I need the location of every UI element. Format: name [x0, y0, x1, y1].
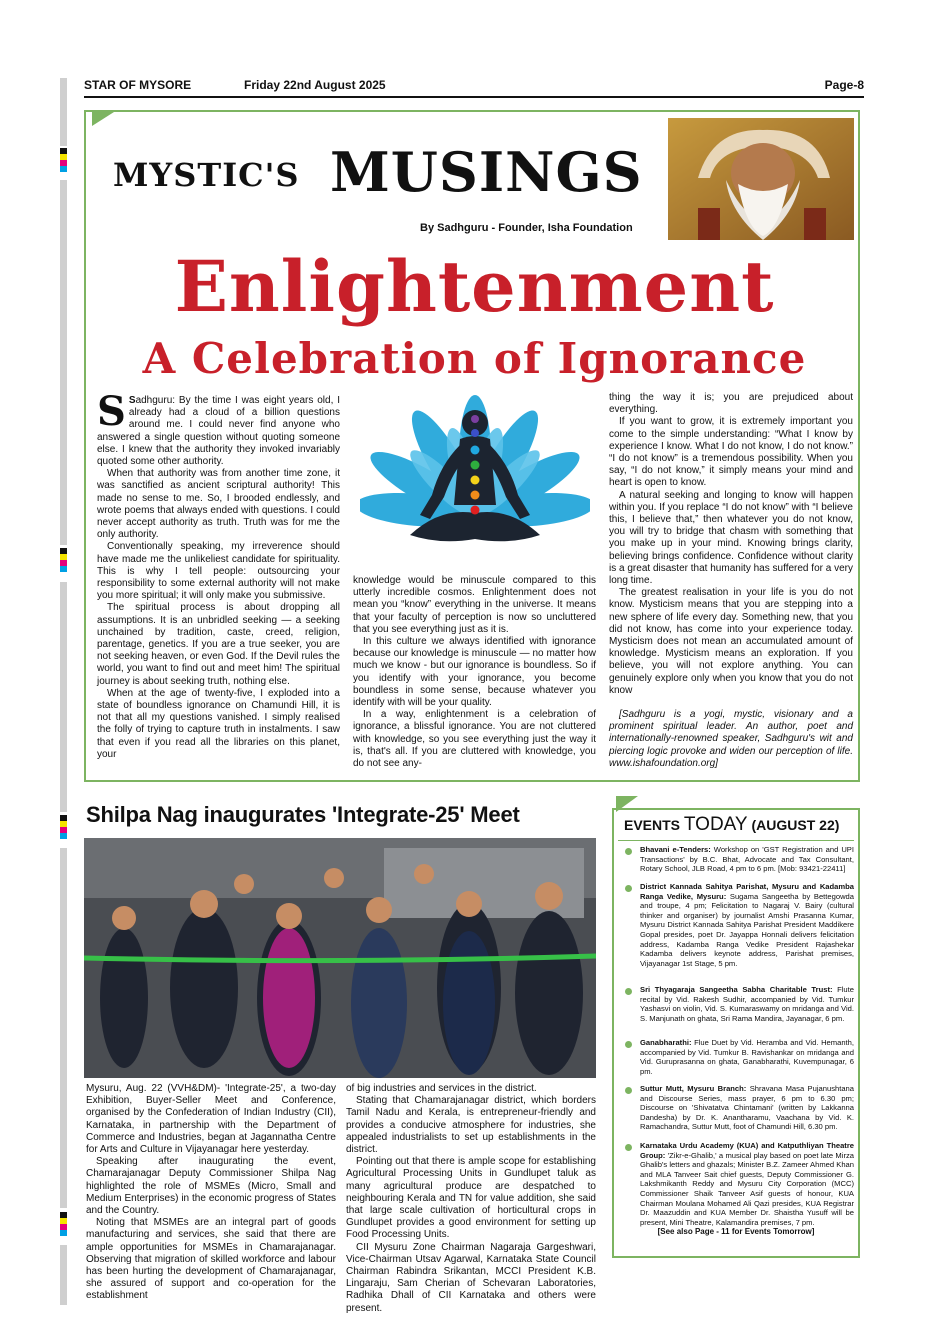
- event-item: [640, 1141, 854, 1227]
- color-registration-mark: [60, 815, 67, 839]
- event-details: Flute recital by Vid. Rakesh Sudhir, accompanied by Vid. Tumkur Yashasvi on violin, Vid. S. Kumaraswamy on mridanga and Vid. S. Manjunath on ghata, Sri Rama Mandira, Jayanagar, 6 pm.: [640, 985, 854, 1023]
- event-item: [640, 845, 854, 874]
- paragraph: When at the age of twenty-five, I exploded into a state of boundless ignorance on Chamundi Hill, it is not that all my questions vanished. I simply realised the folly of trying to capture truth in instalments. I saw that even if you read all the libraries on this planet, your: [97, 687, 340, 760]
- paragraph: In this culture we always identified with ignorance because our knowledge is minuscule — no matter how much we know - but our ignorance is boundless. So if you identify with your ignorance, you become boundless in some sense, because whatever you identify with will be your quality.: [353, 636, 596, 709]
- header-rule: [84, 96, 864, 98]
- event-details: Sugama Sangeetha by Bettegowda and troupe, 4 pm; Felicitation to Nagaraj V. Bairy (cultural thinker and organiser) by journalist Amshi Prasanna Kumar, Mysuru District Kannada Sahitya Parishat President Maddikere Gopal presides, poet Dr. Jayappa Honnali delivers felicitation address, Kadamba Ranga Vedike President Rajashekar Kadamba delivers keynote address, Parishat premises, Vijayanagar 1st Stage, 5 pm.: [640, 891, 855, 968]
- page-number: Page-8: [824, 78, 864, 92]
- events-title: [624, 814, 839, 836]
- drop-cap: S: [97, 388, 126, 435]
- margin-strip-bottom: [60, 1245, 67, 1305]
- events-title-label: EVENTS: [624, 817, 681, 833]
- paragraph: Pointing out that there is ample scope for establishing Agricultural Processing Units in Gundlupet taluk as many agricultural produce are despatched to neighbouring Kerala and TN for value addition, she said that large scale cultivation of horticultural crops in Gundlupet provides a good environment for setting up Food Processing Units.: [346, 1156, 596, 1241]
- paragraph: adhguru: By the time I was eight years old, I already had a cloud of a billion questions around me. I could never find anyone who answered a single question without quoting someone else. I knew that the authority they invoked invariably quoted some other authority.: [97, 395, 340, 468]
- event-name: Ganabharathi:: [640, 1038, 692, 1047]
- musings-column-3: [609, 392, 853, 770]
- event-details: 'Zikr-e-Ghalib,' a musical play based on poet late Mirza Ghalib's letters and ghazals; Minister B.Z. Zameer Ahmed Khan and MLA Tanveer Sait chief guests, Deputy Commissioner G. Lakshmikanth Reddy and Mysuru City Corporation (MCC) Commissioner Shaik Tanveer Asif guests of honour, KUA Chairman Moulana Mohamed Ali Qazi presides, KUA Registrar Dr. Maazuddin and KUA Member Dr. Shaistha Yusuff will be present, Mini Theatre, Kalamandira premises, 7 pm.: [640, 1150, 854, 1227]
- event-bullet-icon: [625, 1144, 632, 1151]
- musings-column-1: S Sadhguru: By the time I was eight years old, I already had a cloud of a billion questions around me. I could never find anyone who answered a single question without quoting someone else. I knew that the authority they invoked invariably quoted some other authority. When that authority was from another time zone, it was sanctified as ancient scriptural authority! This made no sense to me. So, I brooded endlessly, and wrote poems that always ended with questions. I could never accept authority as truth. Truth was for me the only authority. Conventionally speaking, my irreverence should have made me the unlikeliest candidate for spirituality. This is why I tell people: outsourcing your responsibility to some external authority will not make you more spiritual; it will only make you submissive. The spiritual process is about dropping all assumptions. It is an unbridled seeking — a seeking unchained by tradition, caste, creed, religion, parentage, genetics. If you are a true seeker, you are not seeking heaven, or even God. If the Devil rules the world, you want to find out and meet him! The spiritual journey is about seeking truth, nothing else. When at the age of twenty-five, I exploded into a state of boundless ignorance on Chamundi Hill, it is not that all my questions vanished. I simply realised the folly of trying to capture truth in instalments. I saw that even if you read all the libraries on this planet, your: [97, 388, 340, 760]
- paragraph: A natural seeking and longing to know will happen within you. If you replace “I do not know” with “I believe this, I believe that,” then whatever you do not know, you will try to bridge that chasm with something that you make up in your mind. Knowing brings clarity, believing brings confidence. Confidence without clarity is a great disaster that humanity has suffered for a very long time.: [609, 489, 853, 587]
- issue-date: Friday 22nd August 2025: [244, 78, 386, 92]
- color-registration-mark: [60, 548, 67, 572]
- musings-column-2: [353, 575, 596, 770]
- event-name: District Kannada Sahitya Parishat, Mysuru and Kadamba Ranga Vedike, Mysuru:: [640, 882, 854, 901]
- paragraph: When that authority was from another time zone, it was sanctified as ancient scriptural authority! This made no sense to me. So, I brooded endlessly, and wrote poems that always ended with questions. I could never accept authority as truth. Truth was for me the only authority.: [97, 468, 340, 541]
- paragraph: thing the way it is; you are prejudiced about everything.: [609, 392, 853, 416]
- event-item: [640, 1084, 854, 1132]
- margin-strip: [60, 848, 67, 1208]
- article-subtitle: A Celebration of Ignorance: [142, 334, 807, 383]
- paragraph: Mysuru, Aug. 22 (VVH&DM)- 'Integrate-25', a two-day Exhibition, Buyer-Seller Meet and Conference, organised by the Confederation of Indian Industry (CII), Karnataka, in partnership with the Department of Commerce and Industries, began at Jagannatha Centre for Arts and Culture in Vijayanagar here yesterday.: [86, 1083, 336, 1156]
- event-bullet-icon: [625, 1041, 632, 1048]
- corner-arrow-icon: [92, 112, 114, 126]
- see-also-note: [See also Page - 11 for Events Tomorrow]: [657, 1227, 815, 1236]
- paragraph: of big industries and services in the district.: [346, 1083, 537, 1094]
- event-name: Karnataka Urdu Academy (KUA) and Katputhliyan Theatre Group:: [640, 1141, 854, 1160]
- paragraph: knowledge would be minuscule compared to this utterly incredible cosmos. Enlightenment does not mean you “know” everything in the universe. It means that your faculty of perception is now so uncluttered that you see everything just as it is.: [353, 575, 596, 635]
- margin-strip: [60, 582, 67, 812]
- author-bio: [Sadhguru is a yogi, mystic, visionary and a prominent spiritual leader. An author, poet and internationally-renowned speaker, Sadhguru's wit and piercing logic provoke and widen our perception of life. www.ishafoundation.org]: [609, 709, 853, 769]
- column-byline: By Sadhguru - Founder, Isha Foundation: [420, 222, 633, 234]
- paragraph: The greatest realisation in your life is you do not know. Mysticism means that you are stepping into a new sphere of life every day. Something new, that you did not know, has come into your experience today. Mysticism does not mean an accumulated amount of knowledge. Mysticism means an exploration. If you believe, you will not explore anything. You can genuinely explore only when you know that you do not know: [609, 587, 853, 696]
- event-bullet-icon: [625, 988, 632, 995]
- margin-strip: [60, 180, 67, 545]
- sadhguru-portrait: [668, 118, 854, 240]
- paragraph: Stating that Chamarajanagar district, which borders Tamil Nadu and Kerala, is entrepreneur-friendly and provides a conducive atmosphere for industries, she appealed industrialists to set up establishments in the district.: [346, 1095, 596, 1156]
- paragraph: Speaking after inaugurating the event, Chamarajanagar Deputy Commissioner Shilpa Nag highlighted the role of MSMEs (Micro, Small and Medium Enterprises) in the economic progress of States and the Country.: [86, 1156, 336, 1217]
- event-name: Suttur Mutt, Mysuru Branch:: [640, 1084, 747, 1093]
- paragraph: CII Mysuru Zone Chairman Nagaraja Gargeshwari, Vice-Chairman Utsav Agarwal, Karnataka State Council Chairman Rabindra Srikantan, MCCI President K.B. Lingaraju, Sam Cherian of Schevaran Laboratories, Radhika Dhall of CII Karnataka and others were present.: [346, 1241, 596, 1314]
- paragraph: In a way, enlightenment is a celebration of ignorance, a blissful ignorance. You are not cluttered with knowledge, so you see everything just the way it is, that's all. If you are cluttered with knowledge, you do not see any-: [353, 709, 596, 770]
- ribbon-cutting-photo: [84, 838, 596, 1078]
- event-item: [640, 882, 854, 968]
- paper-name: STAR OF MYSORE: [84, 78, 192, 92]
- color-registration-mark: [60, 1212, 67, 1236]
- corner-arrow-icon: [616, 796, 638, 812]
- event-bullet-icon: [625, 1087, 632, 1094]
- event-item: [640, 985, 854, 1023]
- paragraph: The spiritual process is about dropping all assumptions. It is an unbridled seeking — a seeking unchained by tradition, caste, creed, religion, parentage, genetics. If you are a true seeker, you are not seeking heaven, or even God. If the Devil rules the world, you want to find out and meet him! The spiritual journey is about seeking truth, nothing else.: [97, 602, 340, 687]
- page-header: [84, 78, 864, 94]
- event-item: [640, 1038, 854, 1076]
- news-column-2: [346, 1083, 596, 1315]
- events-title-date: (AUGUST 22): [751, 817, 840, 833]
- news-column-1: [86, 1083, 336, 1303]
- paragraph: Noting that MSMEs are an integral part of goods manufacturing and services, she said that there are ample opportunities for MSMEs in Chamarajanagar. Observing that migration of skilled workforce and labour has been hurting the development of Chamarajanagar, she assured of support and co-operation for the establishment: [86, 1217, 336, 1302]
- column-kicker-small: MYSTIC'S: [113, 156, 300, 194]
- news-headline: Shilpa Nag inaugurates 'Integrate-25' Meet: [86, 802, 520, 827]
- article-title: Enlightenment: [174, 245, 775, 328]
- event-bullet-icon: [625, 885, 632, 892]
- color-registration-mark: [60, 148, 67, 172]
- meditation-chakra-illustration: [360, 395, 590, 570]
- events-divider: [618, 840, 854, 841]
- event-name: Bhavani e-Tenders:: [640, 845, 711, 854]
- event-bullet-icon: [625, 848, 632, 855]
- event-name: Sri Thyagaraja Sangeetha Sabha Charitable Trust:: [640, 985, 833, 994]
- events-title-today: TODAY: [683, 814, 748, 835]
- margin-strip-top: [60, 78, 67, 146]
- event-details: Flue Duet by Vid. Heramba and Vid. Hemanth, accompanied by Vid. Tumkur B. Ravishankar on mridanga and Vid. Guruprasanna on ghata, Ganabharathi, Kuvempunagar, 6 pm.: [640, 1038, 854, 1076]
- paragraph: If you want to grow, it is extremely important you come to the simple understanding: “What I know by experience I know. What I do not know, I do not know.” “I do not know” is a tremendous possibility. When you say, “I do not know,” it simply means your mind and heart is open to know.: [609, 416, 853, 489]
- paragraph: Conventionally speaking, my irreverence should have made me the unlikeliest candidate for spirituality. This is why I tell people: outsourcing your responsibility to some external authority will not make you more spiritual; it will only make you submissive.: [97, 541, 340, 602]
- event-details: Workshop on 'GST Registration and UPI Transactions' by B.C. Bhat, Advocate and Tax Consultant, Rotary School, JLB Road, 4 pm to 6 pm. [Mob: 93421-22411]: [640, 845, 854, 874]
- column-kicker-big: MUSINGS: [330, 140, 643, 204]
- event-details: Shravana Masa Pujanushtana and Discourse Series, mass prayer, 6 pm to 6.30 pm; Discourse on 'Shivatatva Chintamani' (written by Lakkanna Dandesha) by Dr. K. Anantharamu, Vaachana by Vid. K. Ramachandra, Suttur Mutt, foot of Chamundi Hill, 6.30 pm.: [640, 1084, 854, 1132]
